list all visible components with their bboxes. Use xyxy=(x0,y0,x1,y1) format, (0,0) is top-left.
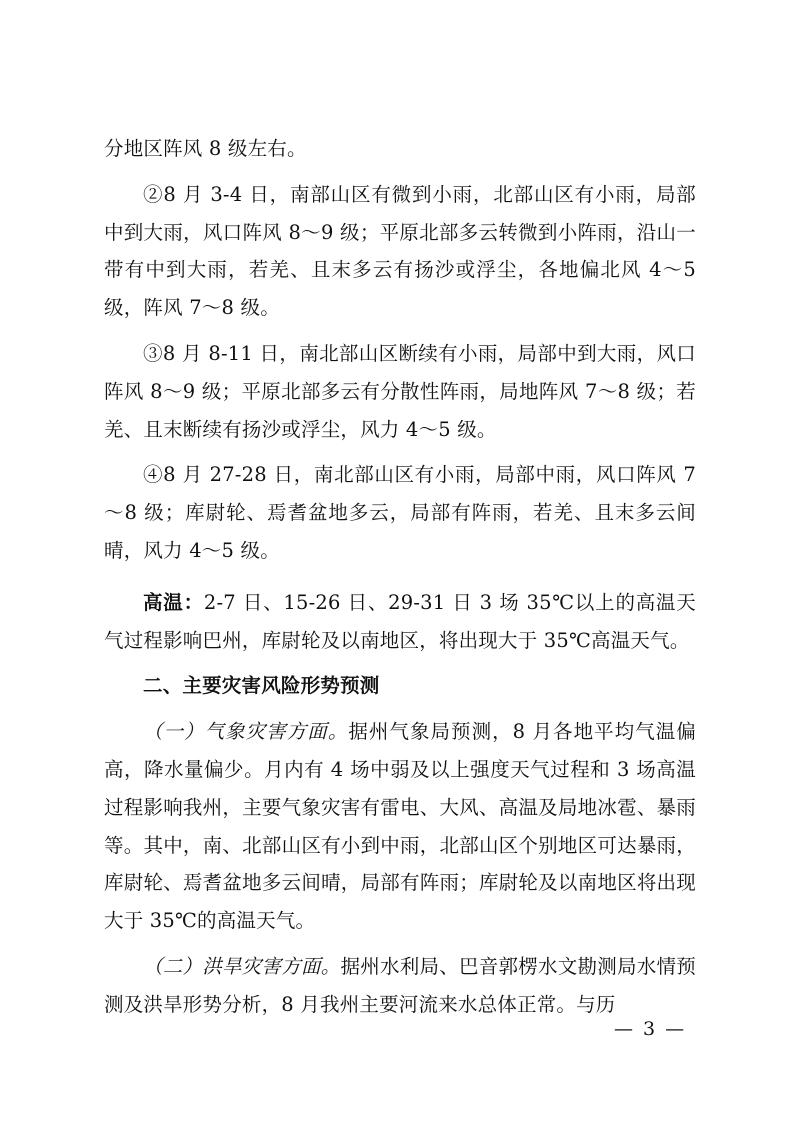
paragraph-forecast-aug-27-28: ④8 月 27-28 日，南北部山区有小雨，局部中雨，风口阵风 7～8 级；库尉轮、焉耆盆地多云，局部有阵雨，若羌、且末多云间晴，风力 4～5 级。 xyxy=(104,463,696,562)
paragraph-flood-drought-disasters xyxy=(104,948,696,1024)
meteorological-disasters-text: 据州气象局预测，8 月各地平均气温偏高，降水量偏少。月内有 4 场中弱及以上强度天气过程和 3 场高温过程影响我州，主要气象灾害有雷电、大风、高温及局地冰雹、暴雨等。其中，南、北部山区有小到中雨，北部山区个别地区可达暴雨，库尉轮、焉耆盆地多云间晴，局部有阵雨；库尉轮及以南地区将出现大于 35℃的高温天气。 xyxy=(104,720,696,933)
page-number: — 3 — xyxy=(614,1018,687,1040)
document-body xyxy=(104,130,696,1024)
paragraph-meteorological-disasters xyxy=(104,713,696,940)
high-temperature-text: 2-7 日、15-26 日、29-31 日 3 场 35℃以上的高温天气过程影响巴州，库尉轮及以南地区，将出现大于 35℃高温天气。 xyxy=(104,590,696,652)
meteorological-disasters-label: （一）气象灾害方面。 xyxy=(143,720,349,744)
paragraph-high-temperature xyxy=(104,584,696,660)
paragraph-forecast-aug-3-4: ②8 月 3-4 日，南部山区有微到小雨，北部山区有小雨，局部中到大雨，风口阵风 8～9 级；平原北部多云转微到小阵雨，沿山一带有中到大雨，若羌、且末多云有扬沙或浮尘，各地偏北风 4～5 级，阵风 7～8 级。 xyxy=(104,182,696,320)
flood-drought-text: 据州水利局、巴音郭楞水文勘测局水情预测及洪旱形势分析，8 月我州主要河流来水总体正常。与历 xyxy=(104,954,696,1016)
high-temperature-label: 高温： xyxy=(143,590,204,614)
paragraph-wind-continuation: 分地区阵风 8 级左右。 xyxy=(104,137,307,160)
flood-drought-label: （二）洪旱灾害方面。 xyxy=(143,954,341,978)
section-heading-risk-forecast: 二、主要灾害风险形势预测 xyxy=(143,674,380,698)
paragraph-forecast-aug-8-11: ③8 月 8-11 日，南北部山区断续有小雨，局部中到大雨，风口阵风 8～9 级；平原北部多云有分散性阵雨，局地阵风 7～8 级；若羌、且末断续有扬沙或浮尘，风力 4～5 级。 xyxy=(104,341,696,441)
